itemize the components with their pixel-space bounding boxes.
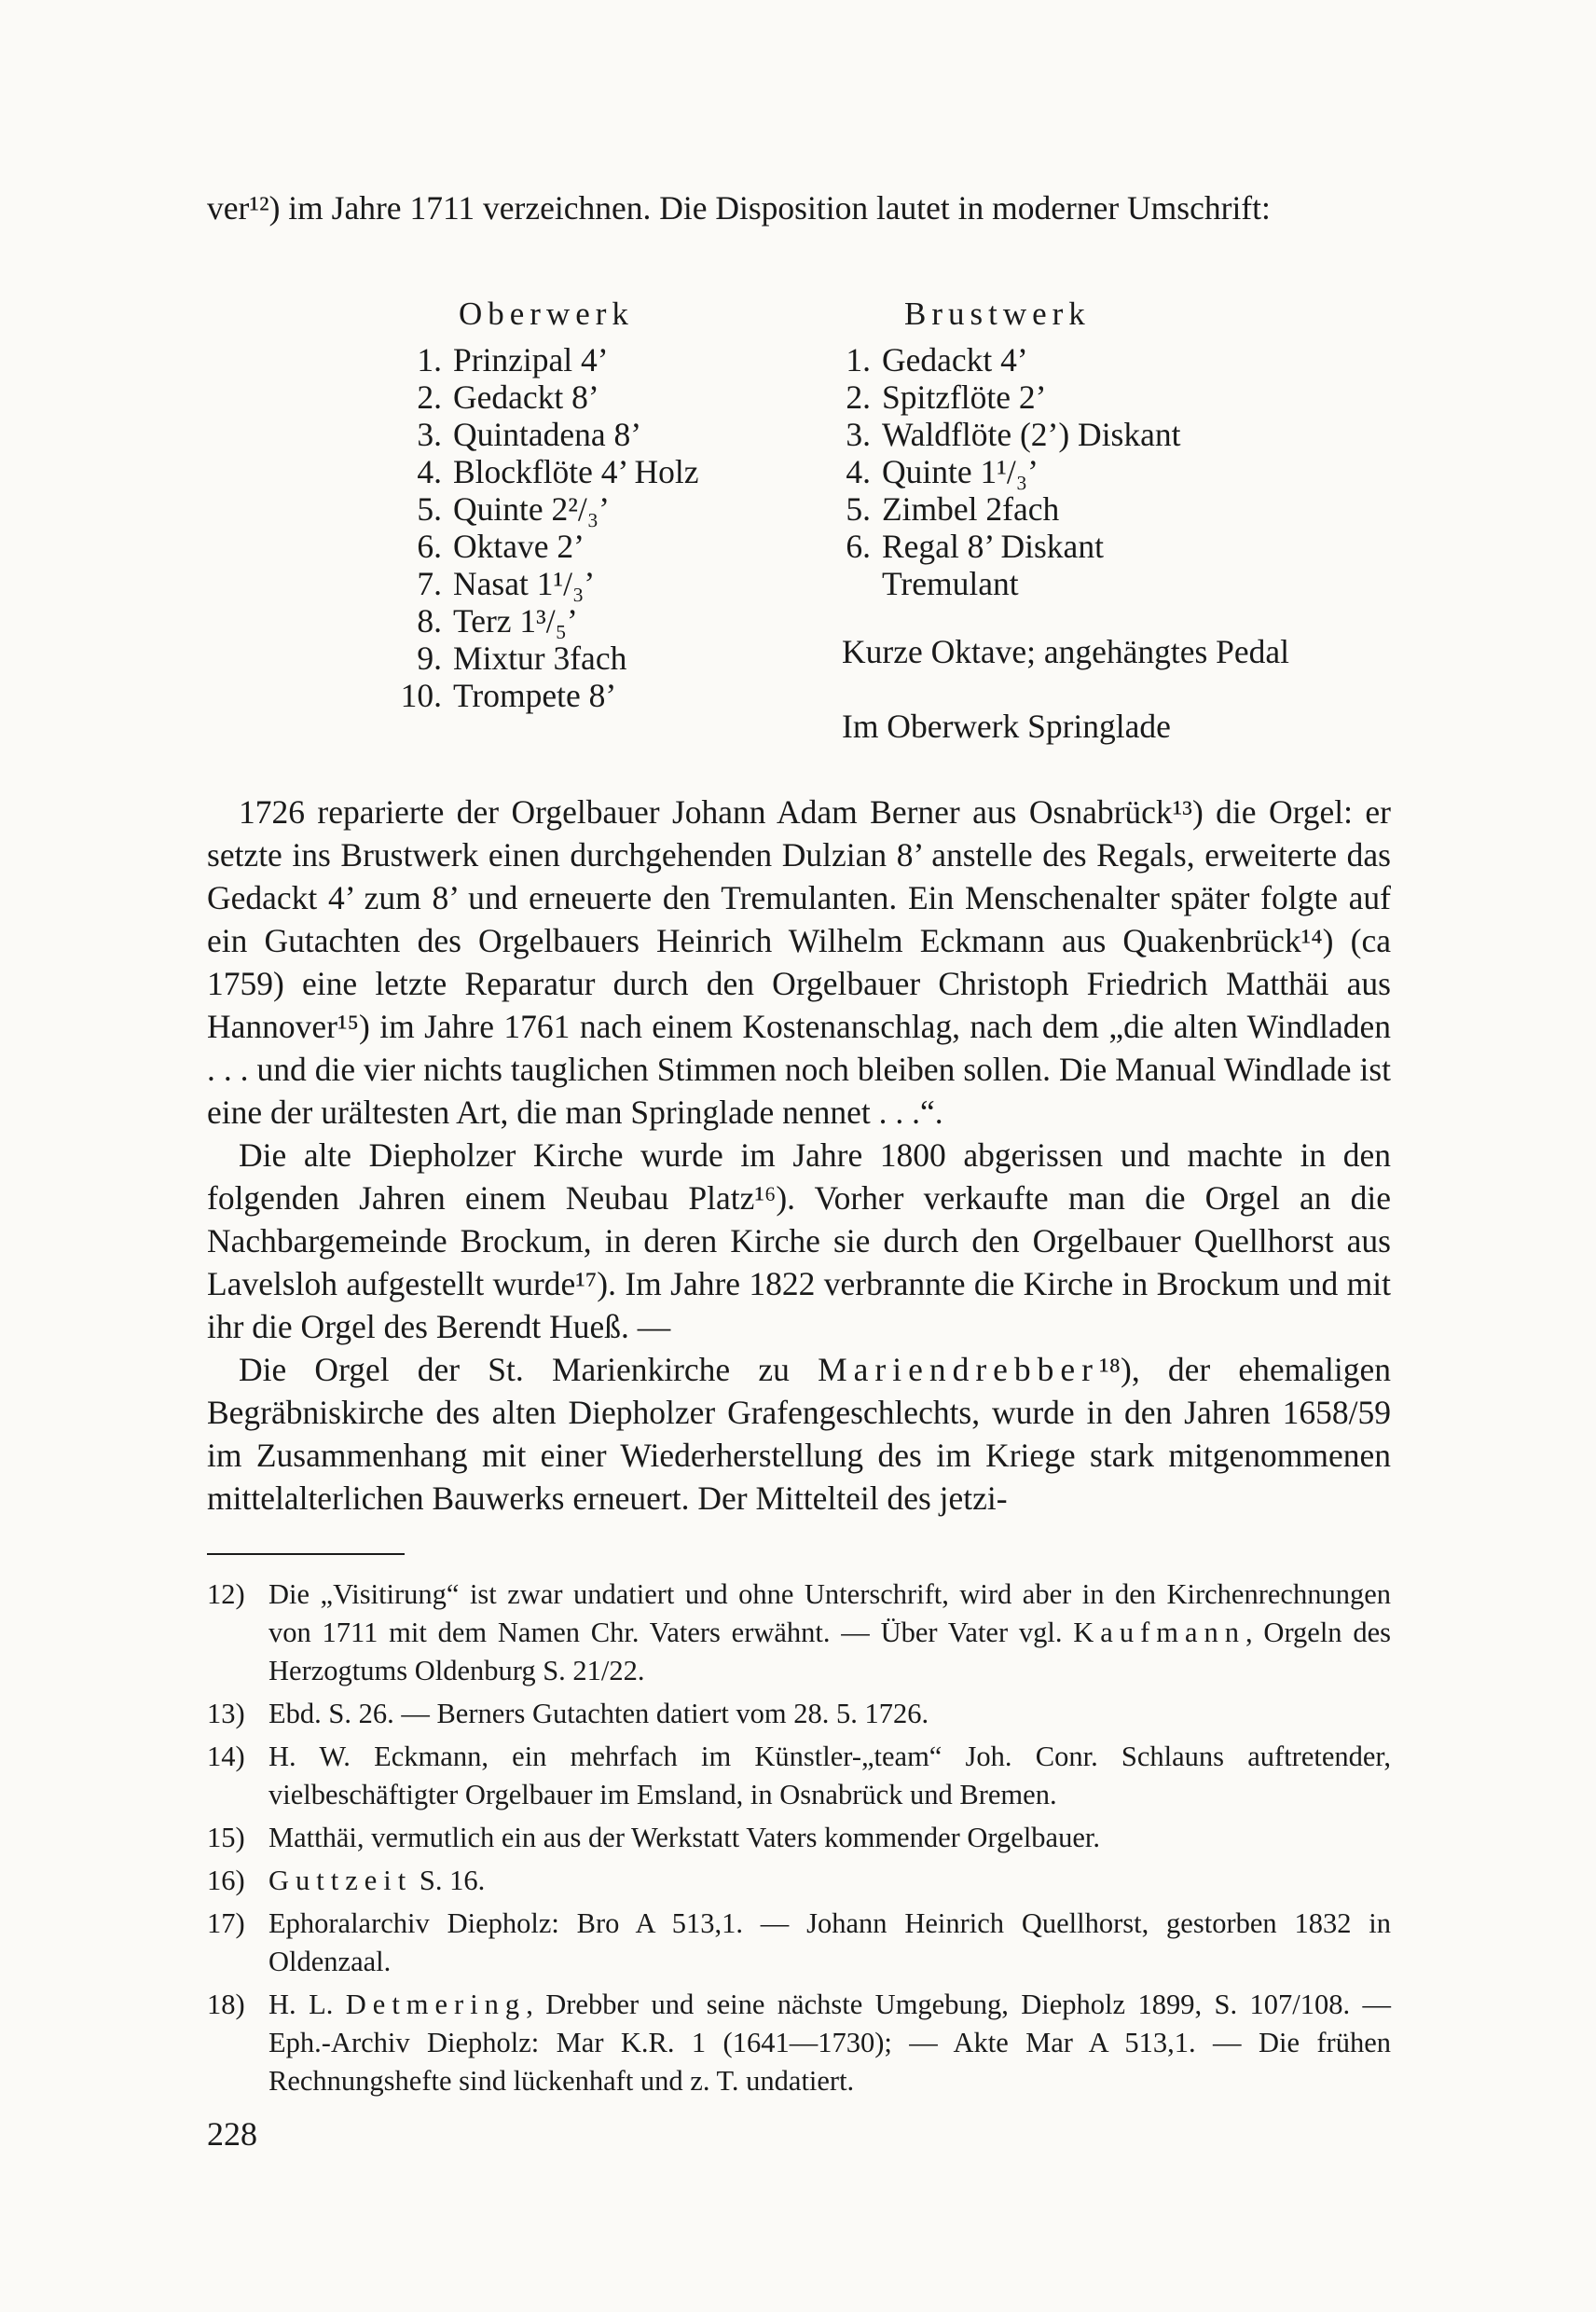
footnote: 18) H. L. Detmering, Drebber und seine nächste Umgebung, Diepholz 1899, S. 107/108. — Eph.-Archiv Diepholz: Mar K.R. 1 (1641—1730); — Akte Mar A 513,1. — Die frühen Rechnungshefte sind lückenhaft und z. T. undatiert. bbox=[207, 1989, 1392, 2097]
stop-row: 4. Quinte 1¹/₃’ bbox=[846, 453, 1039, 490]
stop-row: 3. Quintadena 8’ bbox=[417, 416, 642, 453]
stop-row: Tremulant bbox=[882, 565, 1019, 602]
paragraph-2: Die alte Diepholzer Kirche wurde im Jahre 1800 abgerissen und machte in den folgenden Jahren einem Neubau Platz¹⁶). Vorher verkaufte man die Orgel an die Nachbargemeinde Brockum, in deren Kirche sie durch den Orgelbauer Quellhorst aus Lavelsloh aufgestellt wurde¹⁷). Im Jahre 1822 verbrannte die Kirche in Brockum und mit ihr die Orgel des Berendt Hueß. — bbox=[207, 1136, 1391, 1345]
stop-row: 2. Spitzflöte 2’ bbox=[846, 378, 1047, 416]
stop-row: 6. Oktave 2’ bbox=[417, 528, 585, 565]
stop-row: 2. Gedackt 8’ bbox=[417, 378, 599, 416]
footnotes bbox=[207, 1576, 1391, 2105]
stop-row: 7. Nasat 1¹/₃’ bbox=[417, 565, 596, 602]
brustwerk-note-pedal: Kurze Oktave; angehängtes Pedal bbox=[842, 633, 1290, 670]
footnote: 12) Die „Visitirung“ ist zwar undatiert und ohne Unterschrift, wird aber in den Kirchenrechnungen von 1711 mit dem Namen Chr. Vaters erwähnt. — Über Vater vgl. Kaufmann, Orgeln des Herzogtums Oldenburg S. 21/22. bbox=[207, 1578, 1391, 1686]
spaced-place-name: Mariendrebber bbox=[818, 1351, 1099, 1388]
intro-paragraph bbox=[207, 186, 1391, 229]
stop-row: 6. Regal 8’ Diskant bbox=[846, 528, 1104, 565]
stop-row: 8. Terz 1³/₅’ bbox=[417, 602, 578, 640]
stop-row: 5. Quinte 2²/₃’ bbox=[417, 490, 610, 528]
stop-row: 4. Blockflöte 4’ Holz bbox=[417, 453, 699, 490]
oberwerk-heading: Oberwerk bbox=[459, 296, 634, 332]
footnote: 13) Ebd. S. 26. — Berners Gutachten datiert vom 28. 5. 1726. bbox=[207, 1698, 929, 1729]
footnote: 16) Guttzeit S. 16. bbox=[207, 1865, 486, 1896]
footnote: 15) Matthäi, vermutlich ein aus der Werkstatt Vaters kommender Orgelbauer. bbox=[207, 1822, 1100, 1853]
stop-row: 1. Gedackt 4’ bbox=[846, 341, 1028, 378]
brustwerk-heading: Brustwerk bbox=[904, 296, 1091, 332]
stop-row: 1. Prinzipal 4’ bbox=[417, 341, 609, 378]
stop-row: 3. Waldflöte (2’) Diskant bbox=[846, 416, 1181, 453]
footnote-rule bbox=[207, 1553, 405, 1555]
footnote: 17) Ephoralarchiv Diepholz: Bro A 513,1. — Johann Heinrich Quellhorst, gestorben 1832 in Oldenzaal. bbox=[207, 1907, 1391, 1977]
paragraph-3: Die Orgel der St. Marienkirche zu Mariendrebber¹⁸), der ehemaligen Begräbniskirche des alten Diepholzer Grafengeschlechts, wurde in den Jahren 1658/59 im Zusammenhang mit einer Wiederherstellung des im Kriege stark mitgenommenen mittelalterlichen Bauwerks erneuert. Der Mittelteil des jetzi- bbox=[207, 1351, 1391, 1517]
stop-row: 9. Mixtur 3fach bbox=[417, 640, 627, 677]
footnote: 14) H. W. Eckmann, ein mehrfach im Künstler-„team“ Joh. Conr. Schlauns auftretender, vielbeschäftigter Orgelbauer im Emsland, in Osnabrück und Bremen. bbox=[207, 1741, 1391, 1810]
brustwerk-stops bbox=[846, 341, 1181, 602]
paragraph-1: 1726 reparierte der Orgelbauer Johann Adam Berner aus Osnabrück¹³) die Orgel: er setzte ins Brustwerk einen durchgehenden Dulzian 8’ anstelle des Regals, erweiterte das Gedackt 4’ zum 8’ und erneuerte den Tremulanten. Ein Menschenalter später folgte auf ein Gutachten des Orgelbauers Heinrich Wilhelm Eckmann aus Quakenbrück¹⁴) (ca 1759) eine letzte Reparatur durch den Orgelbauer Christoph Friedrich Matthäi aus Hannover¹⁵) im Jahre 1761 nach einem Kostenanschlag, nach dem „die alten Windladen . . . und die vier nichts tauglichen Stimmen noch bleiben sollen. Die Manual Windlade ist eine der urältesten Art, die man Springlade nennet . . .“. bbox=[207, 793, 1391, 1131]
main-text bbox=[207, 791, 1391, 1520]
stop-row: 10. Trompete 8’ bbox=[400, 677, 617, 714]
oberwerk-stops bbox=[400, 341, 699, 714]
brustwerk-note-springlade: Im Oberwerk Springlade bbox=[842, 708, 1171, 745]
intro-text: ver¹²) im Jahre 1711 verzeichnen. Die Disposition lautet in moderner Umschrift: bbox=[207, 189, 1271, 227]
stop-row: 5. Zimbel 2fach bbox=[846, 490, 1060, 528]
page-number: 228 bbox=[207, 2115, 257, 2153]
